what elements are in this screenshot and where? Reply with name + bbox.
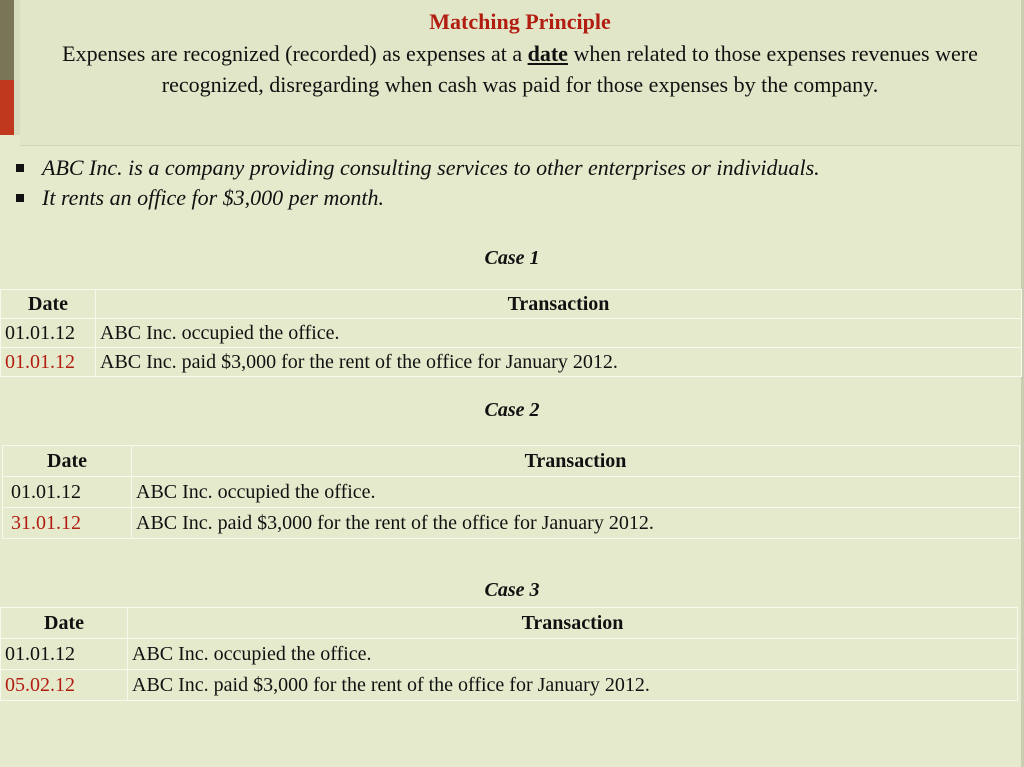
table-row: [1, 319, 1022, 348]
transaction-cell: ABC Inc. occupied the office.: [128, 639, 1018, 670]
column-header-date: Date: [1, 290, 96, 319]
transaction-cell: ABC Inc. paid $3,000 for the rent of the office for January 2012.: [96, 348, 1022, 377]
table-row: [1, 639, 1018, 670]
column-header-transaction: Transaction: [128, 608, 1018, 639]
case-1-label: Case 1: [484, 247, 540, 269]
case-3-table: [0, 607, 1018, 701]
date-cell: 01.01.12: [3, 477, 132, 508]
table-row: [1, 670, 1018, 701]
date-cell: 05.02.12: [1, 670, 128, 701]
bullet-item: [10, 153, 820, 183]
bullet-text: ABC Inc. is a company providing consulting services to other enterprises or individuals.: [42, 155, 820, 180]
date-cell: 01.01.12: [1, 639, 128, 670]
bullet-text: It rents an office for $3,000 per month.: [42, 185, 384, 210]
case-2-label: Case 2: [484, 399, 540, 421]
date-cell: 01.01.12: [1, 348, 96, 377]
transaction-cell: ABC Inc. occupied the office.: [132, 477, 1020, 508]
decorative-red-bar: [0, 80, 14, 135]
case-2-table: [2, 445, 1020, 539]
definition-text-end: when related to those expenses revenues were recognized, disregarding when cash was paid for those expenses by the company.: [161, 41, 978, 97]
definition-underlined-word: date: [527, 41, 568, 66]
date-cell: 31.01.12: [3, 508, 132, 539]
table-header-row: [3, 446, 1020, 477]
bullet-square-icon: [16, 164, 24, 172]
case-3-label: Case 3: [484, 579, 540, 601]
definition-text-start: Expenses are recognized (recorded) as expenses at a: [62, 41, 528, 66]
table-row: [3, 477, 1020, 508]
table-header-row: [1, 290, 1022, 319]
date-cell: 01.01.12: [1, 319, 96, 348]
table-header-row: [1, 608, 1018, 639]
column-header-date: Date: [1, 608, 128, 639]
table-row: [3, 508, 1020, 539]
bullet-item: [10, 183, 820, 213]
transaction-cell: ABC Inc. paid $3,000 for the rent of the office for January 2012.: [132, 508, 1020, 539]
column-header-transaction: Transaction: [96, 290, 1022, 319]
bullet-square-icon: [16, 194, 24, 202]
matching-principle-definition: [50, 38, 990, 100]
transaction-cell: ABC Inc. paid $3,000 for the rent of the office for January 2012.: [128, 670, 1018, 701]
slide-header: [20, 0, 1020, 146]
bullet-list: [10, 153, 820, 213]
slide-title: Matching Principle: [429, 9, 611, 34]
column-header-date: Date: [3, 446, 132, 477]
decorative-olive-bar: [0, 0, 14, 80]
transaction-cell: ABC Inc. occupied the office.: [96, 319, 1022, 348]
table-row: [1, 348, 1022, 377]
case-1-table: [0, 289, 1022, 377]
column-header-transaction: Transaction: [132, 446, 1020, 477]
